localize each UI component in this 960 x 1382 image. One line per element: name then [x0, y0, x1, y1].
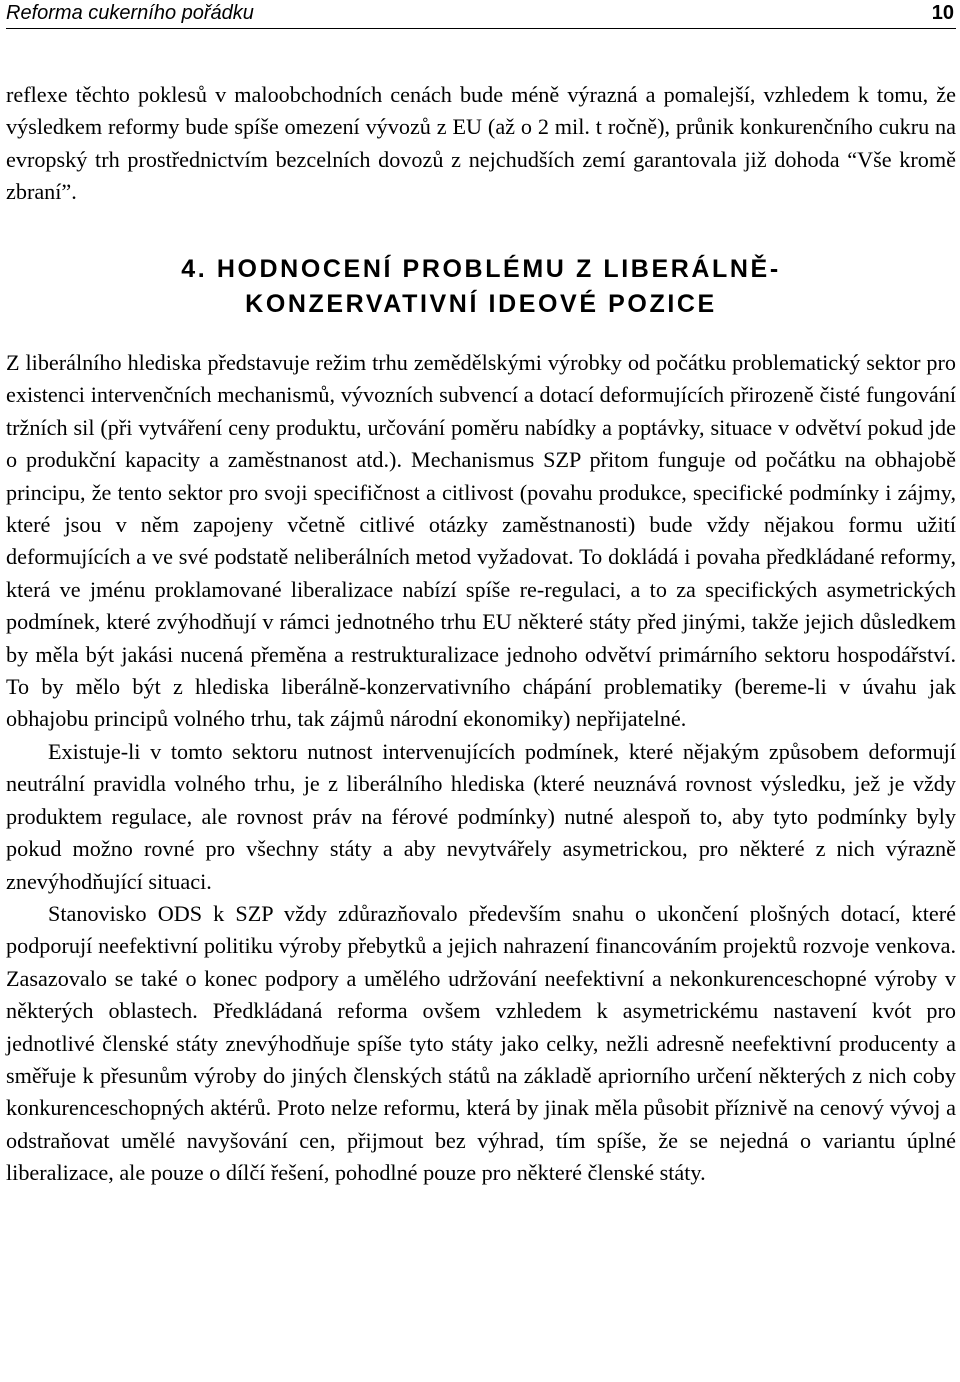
paragraph-liberal-view: Z liberálního hlediska představuje režim trhu zemědělskými výrobky od počátku problematický sektor pro existenci intervenčních mechanismů, vývozních subvencí a dotací deformujících přirozeně čisté fungování tržních sil (při vytváření ceny produktu, určování poměru nabídky a poptávky, situace v odvětví pokud jde o produkční kapacity a zaměstnanost atd.). Mechanismus SZP přitom funguje od počátku na obhajobě principu, že tento sektor pro svoji specifičnost a citlivost (povahu produkce, specifické podmínky i zájmy, které jsou v něm zapojeny včetně citlivé otázky zaměstnanosti) bude vždy nějakou formu užití deformujících a ve své podstatě neliberálních metod vyžadovat. To dokládá i povaha předkládané reformy, která ve jménu proklamované liberalizace nabízí spíše re-regulaci, a to za specifických asymetrických podmínek, které zvýhodňují v rámci jednotného trhu EU některé státy před jinými, takže jejich důsledkem by měla být jakási nucená přeměna a restrukturalizace jednoho odvětví primárního sektoru hospodářství. To by mělo být z hlediska liberálně-konzervativního chápání problematiky (bereme-li v úvahu jak obhajobu principů volného trhu, tak zájmů národní ekonomiky) nepřijatelné.	[6, 350, 956, 732]
paragraph-intervening-conditions: Existuje-li v tomto sektoru nutnost intervenujících podmínek, které nějakým způsobem deformují neutrální pravidla volného trhu, je z liberálního hlediska (které neuznává rovnost výsledku, jež je vždy produktem regulace, ale rovnost práv na férové podmínky) nutné alespoň to, aby tyto podmínky byly pokud možno rovné pro všechny státy a aby nevytvářely asymetrickou, pro některé z nich výrazně znevýhodňující situaci.	[6, 738, 956, 894]
section-heading-line-1: 4. HODNOCENÍ PROBLÉMU Z LIBERÁLNĚ-	[181, 255, 781, 283]
running-title: Reforma cukerního pořádku	[6, 2, 254, 24]
page-number: 10	[931, 2, 954, 24]
intro-paragraph: reflexe těchto poklesů v maloobchodních cenách bude méně výrazná a pomalejší, vzhledem k tomu, že výsledkem reformy bude spíše omezení vývozů z EU (až o 2 mil. t ročně), průnik konkurenčního cukru na evropský trh prostřednictvím bezcelních dovozů z nejchudších zemí garantovala již dohoda “Vše kromě zbraní”.	[6, 82, 956, 205]
section-heading	[6, 252, 956, 322]
paragraph-ods-position: Stanovisko ODS k SZP vždy zdůrazňovalo především snahu o ukončení plošných dotací, které podporují neefektivní politiku výroby přebytků a jejich nahrazení financováním projektů rozvoje venkova. Zasazovalo se také o konec podpory a umělého udržování neefektivní a nekonkurenceschopné výroby v některých oblastech. Předkládaná reforma ovšem vzhledem k asymetrickému nastavení kvót pro jednotlivé členské státy znevýhodňuje spíše tyto státy jako celky, nežli adresně neefektivní producenty a směřuje k přesunům výroby do jiných členských států na základě apriorního určení některých z nich coby konkurenceschopných aktérů. Proto nelze reformu, která by jinak měla působit příznivě na cenový vývoj a odstraňovat umělé navyšování cen, přijmout bez výhrad, tím spíše, že se nejedná o variantu úplné liberalizace, ale pouze o dílčí řešení, pohodlné pouze pro některé členské státy.	[6, 900, 956, 1186]
section-body	[6, 347, 956, 1190]
section-heading-line-2: KONZERVATIVNÍ IDEOVÉ POZICE	[245, 290, 717, 318]
page-header	[6, 0, 956, 29]
